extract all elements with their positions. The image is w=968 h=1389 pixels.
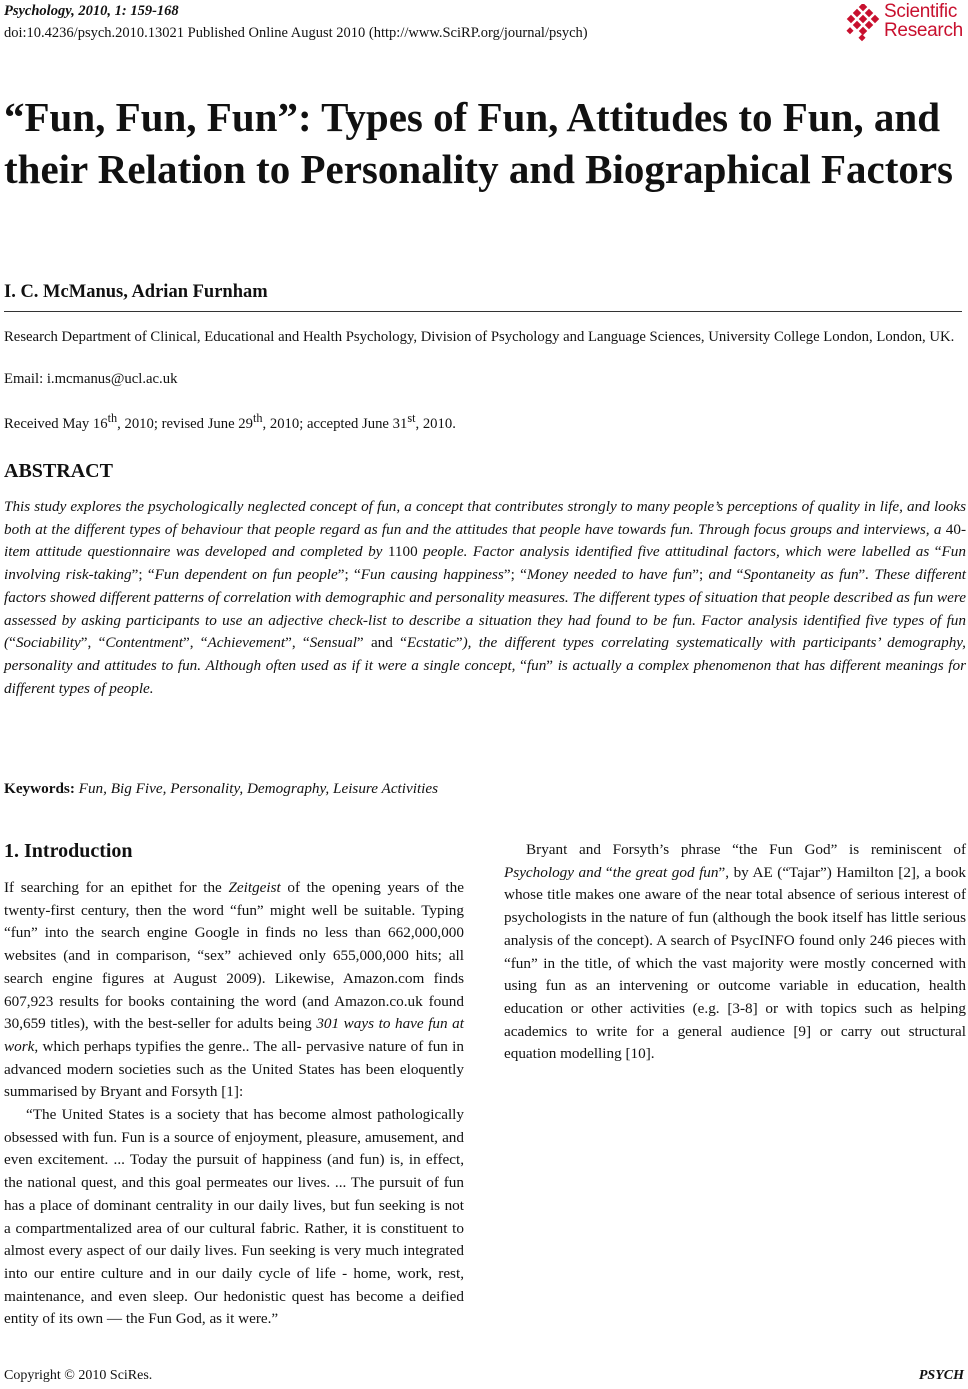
abstract-number: 1100 — [387, 543, 418, 561]
quote-mark: ” — [858, 566, 866, 584]
paragraph-text: Bryant and Forsyth’s phrase “the Fun God” is reminiscent of — [526, 841, 966, 858]
publisher-name-line2: Research — [884, 20, 963, 41]
paragraph-italic: the great god fun — [612, 863, 719, 881]
quote-mark: “ — [520, 656, 527, 674]
year-text: , 2010. — [415, 415, 456, 432]
paragraph-italic: 301 ways to have fun at work — [4, 1015, 464, 1055]
revised-sup: th — [252, 411, 263, 425]
keywords — [4, 780, 438, 798]
quote-mark: “ — [736, 566, 744, 584]
abstract-factor: Spontaneity as fun — [743, 566, 859, 584]
abstract-text: ), the different types correlating systematically with participants’ demography, personality and attitudes to fun. Although often used as if it were a single concept, — [4, 634, 966, 674]
journal-name: Psychology — [4, 3, 72, 19]
copyright: Copyright © 2010 SciRes. — [4, 1368, 153, 1383]
keywords-colon: : — [69, 780, 79, 797]
abstract-text: -item attitude questionnaire was developed and completed by — [4, 520, 966, 561]
paper-title: “Fun, Fun, Fun”: Types of Fun, Attitudes to Fun, and their Relation to Personality and Biographical Factors — [4, 94, 954, 192]
paragraph-italic: Zeitgeist — [228, 879, 281, 896]
abstract-fun-type: Contentment — [105, 634, 183, 652]
abstract-body — [4, 496, 966, 700]
received-text: Received May 16 — [4, 415, 108, 432]
quote-mark: “ — [9, 634, 16, 652]
left-column — [4, 877, 464, 1331]
quote-mark: ”; “ — [337, 566, 361, 584]
right-column — [504, 839, 966, 1066]
journal-short: PSYCH — [918, 1368, 964, 1383]
quote-mark: ”, “ — [182, 634, 208, 652]
abstract-text: This study explores the psychologically neglected concept of fun, a concept that contributes strongly to many people’s perceptions of quality in life, and looks both at the different types of behaviour that people regard as fun and the attitudes that people have towards fun. Through focus groups and interviews, a — [4, 498, 966, 538]
quote-mark: ” — [455, 634, 463, 652]
accepted-sup: st — [407, 411, 416, 425]
abstract-fun-type: Sociability — [15, 634, 81, 652]
affiliation: Research Department of Clinical, Educational and Health Psychology, Division of Psychology and Language Sciences, University College London, London, UK. — [4, 329, 955, 345]
divider — [4, 311, 962, 312]
intro-paragraph-1 — [4, 877, 464, 1104]
scientific-research-logo-icon — [844, 4, 882, 42]
paragraph-text: If searching for an epithet for the — [4, 879, 229, 896]
abstract-factor: Fun causing happiness — [360, 566, 504, 584]
abstract-text: is actually a complex phenomenon that has different meanings for different types of people. — [4, 656, 967, 697]
quote-mark: ”, “ — [285, 634, 310, 652]
quote-mark: ”; “ — [131, 566, 155, 584]
publisher-logo — [844, 2, 964, 46]
abstract-heading: ABSTRACT — [4, 460, 113, 482]
journal-citation — [4, 2, 179, 20]
publisher-name-line1: Scientific — [884, 1, 958, 22]
quote-mark: ”; “ — [503, 566, 527, 584]
abstract-fun-type: Achievement — [207, 634, 286, 652]
keywords-label: Keywords — [4, 780, 70, 797]
paragraph-text: of the opening years of the twenty-first century, then the word “fun” might well be suitable. Typing “fun” into the search engine Google in finds no less than 662,000,000 websites (and in comparison, “sex” achieved only 655,000,000 hits; all search engine figures at August 2009). Likewise, Amazon.com finds 607,923 results for books containing the word (and Amazon.co.uk found 30,659 titles), with the best-seller for adults being — [4, 879, 464, 1033]
abstract-fun-type: Ecstatic — [406, 634, 456, 652]
paragraph-italic: Psychology and — [504, 863, 602, 881]
intro-quote: “The United States is a society that has become almost pathologically obsessed with fun. Fun is a source of enjoyment, pleasure, amusement, and even excitement. ... Today the pursuit of happiness (and fun) is, in effect, the national quest, and this goal permeates our lives. ... The pursuit of fun has a place of dominant centrality in our daily lives, but fun seeking is not a compartmentalized area of our cultural fabric. Rather, it is constituent to almost every aspect of our daily lives. Fun seeking is very much integrated into our entire culture and in our daily cycle of life - home, work, rest, maintenance, and even sleep. Our hedonistic quest has become a deified entity of its own — the Fun God, as it were.” — [4, 1106, 464, 1328]
quote-mark: ”, “ — [80, 634, 106, 652]
section-heading: 1. Introduction — [4, 840, 133, 862]
email: Email: i.mcmanus@ucl.ac.uk — [4, 371, 178, 387]
revised-text: , 2010; revised June 29 — [117, 415, 253, 432]
abstract-text: people. Factor analysis identified five attitudinal factors, which were labelled as — [417, 543, 935, 561]
journal-volume: , 2010, 1: 159-168 — [71, 3, 179, 19]
abstract-text: fun — [526, 656, 547, 674]
abstract-factor: Fun dependent on fun people — [154, 566, 338, 584]
abstract-fun-type: Sensual — [309, 634, 357, 652]
quote-mark: ”; — [692, 566, 709, 584]
abstract-factor: Money needed to have fun — [526, 566, 693, 584]
abstract-factor: Fun involving risk-taking — [4, 543, 966, 584]
paragraph-text: ”, by AE (“Tajar”) Hamilton [2], a book whose title makes one aware of the near total absence of serious interest of psychologists in the nature of fun (although the book itself has little serious analysis of the concept). A search of PsycINFO found only 246 pieces with “fun” in the title, of which the vast majority were mostly concerned with using fun as an intervening or outcome variable in education, health education or other activities (e.g. [3-8] or with topics such as helping academics to write for a general audience [9] or carry out structural equation modelling [10]. — [504, 863, 966, 1063]
quote-mark: “ — [934, 543, 942, 561]
doi-line: doi:10.4236/psych.2010.13021 Published Online August 2010 (http://www.SciRP.org/journal/psych) — [4, 25, 588, 41]
received-dates — [4, 411, 456, 433]
abstract-number: 40 — [945, 520, 961, 538]
keywords-list: Fun, Big Five, Personality, Demography, Leisure Activities — [78, 780, 439, 797]
quote-mark: ” and “ — [356, 634, 407, 652]
publisher-name — [884, 2, 963, 40]
quote-mark: ” — [546, 656, 554, 674]
intro-paragraph-3 — [504, 839, 966, 1066]
received-sup: th — [107, 411, 118, 425]
paragraph-text: , which perhaps typifies the genre.. The all- pervasive nature of fun in advanced modern societies such as the United States has been eloquently summarised by Bryant and Forsyth [1]: — [4, 1037, 464, 1101]
abstract-text: . These different factors showed different patterns of correlation with demographic and personality measures. The different types of situation that people described as fun were assessed by asking participants to use an adjective check-list to describe a situation they had found to be fun. Factor analysis identified five types of fun ( — [4, 566, 967, 652]
abstract-text: and — [708, 566, 737, 584]
paragraph-text: “ — [601, 863, 613, 881]
accepted-text: , 2010; accepted June 31 — [262, 415, 408, 432]
authors: I. C. McManus, Adrian Furnham — [4, 282, 268, 302]
